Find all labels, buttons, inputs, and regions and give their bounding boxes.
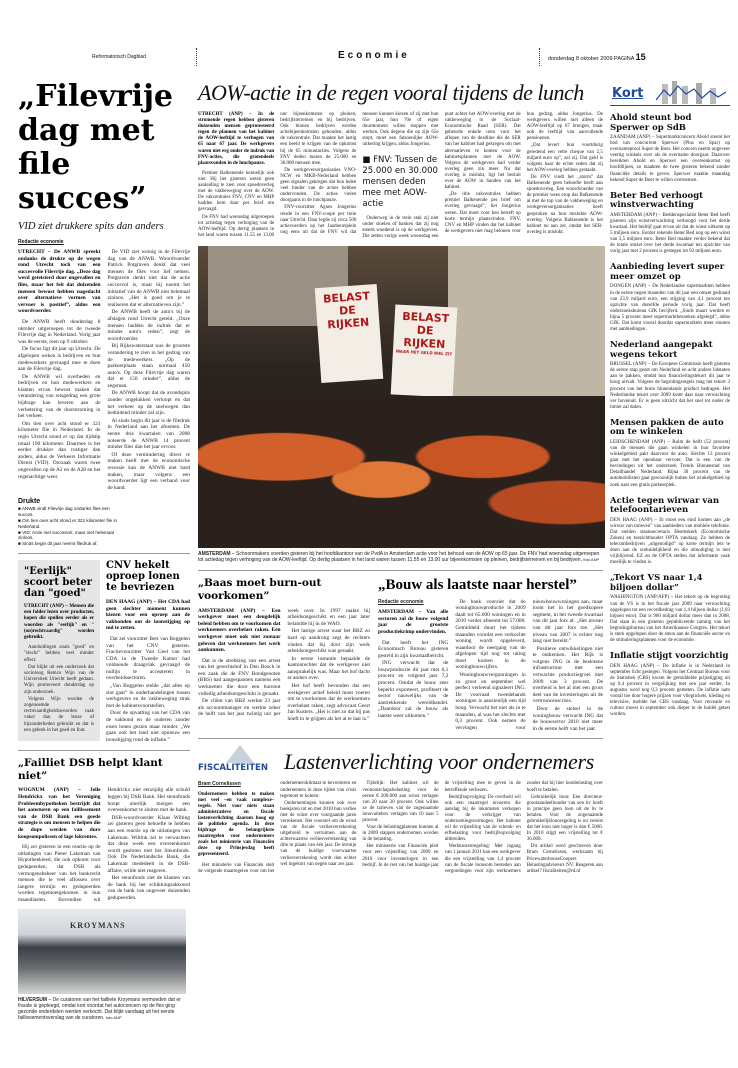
article-paragraph: Tijdelijk: Het kabinet wil de vennootschapsbelasting voor de eerste € 200.000 aan winst verlagen van 20 naar 20 procent. Ook willen ze de tarieven van de zogenaamde innovatiebox verlagen van 10 naar 5 procent. <box>362 781 439 823</box>
kort-title: Kort <box>612 86 644 101</box>
kort-item-body: ZAANDAM (ANP) – Supermarktconcern Ahold steunt het bod van concurrent Sperwer (Plus en Spar) op overnameprooi Super de Boer. Het concern neemt ongeveer veertig winkels over als de overname doorgaat. Daarover bereikten Ahold en Sperwer een overeenkomst op hoofdlijnen, zo maakten de twee gisteren bekend zonder financiële details te geven. Sperwer maakte maandag bekend Super de Boer te willen overnemen. <box>610 135 730 183</box>
article-lead: UTRECHT (ANP) – In de stromende regen hebben gisteren duizenden mensen geprotesteerd tegen de plannen van het kabinet de AOW-leeftijd te verhogen van 65 naar 67 jaar. De werkgevers waren niet erg onder de indruk van FNV-acties, die grotendeels plaatsvonden in de lunchpauze. <box>198 112 275 166</box>
article-lead: AMSTERDAM – Van alle sectoren zal de bouw volgend jaar de grootste productiekrimp ondervinden. <box>378 609 449 635</box>
article-paragraph: De bank voorziet dat de woningbouwproductie in 2009 daalt tot 65.000 woningen en in 2010 verder afneemt tot 57.000. Gemiddeld duurt het tijdens maanden voordat een verkochte woning wordt opgeleverd, waardoor de neergang van de afgelopen tijd nog tot uiting moet komen in de woningbouwcijfers. <box>455 598 526 671</box>
article-body <box>378 599 603 733</box>
drukte-list <box>18 506 118 547</box>
article-paragraph: Dat blijkt uit een onderzoek dat socioloog Remco Wijn van de Universiteit Utrecht heeft gedaan. Wijn promoveert donderdag op zijn onderzoek. <box>24 664 94 695</box>
window-frame <box>448 246 605 406</box>
article-paragraph: De focus ligt dit jaar op Utrecht. De afgelopen weken is bedrijven en hun medewerkers gevraagd mee te doen aan de Filevrije dag. <box>18 346 101 373</box>
article-paragraph: De VID ziet weinig in de Filevrije dag van de ANWB. Woordvoerder Patrick Potgraven denkt dat veel mensen de files voor lief nemen. Potgraven denkt niet dat de actie succesvol is, maar hij noemt het initiatief van de ANWB niet helemaal zinloos. „Het is goed om je te realiseren dat er alternatieven zijn.” <box>107 249 190 308</box>
kort-item-headline: Aanbieding levert super meer omzet op <box>610 262 725 282</box>
article-paragraph: Ondernemingen kunnen ook over boekjaren tot en met 2010 hun verlies met de winst over voorgaande jaren verrekenen. Het voorstel om de winst van de fiscale verliesverrekening uitgebreid te verruimen aan de achterwaartse verliesverrekening van drie in plaats van één jaar. De termijn van de huidige voorwaartse verliesverrekening wordt dan echter wel ingekort van negen naar zes jaar. <box>280 800 357 867</box>
list-item: ■ VID: Actie niet succesvol, maar niet helemaal zinloos. <box>18 529 114 541</box>
baas-body <box>198 608 370 723</box>
article-paragraph: „De drie vakcentrales hebben premier Balkenende per brief om overleg gevraagd”, liet Jongerius weten. Dat moet voor hen betreft op korte termijn plaatsvinden. FNV, CNV en MHP vinden dat het kabinet de werkgevers niet mag belonen voor hun gedrag, aldus Jongerius. De werkgevers willen niet alleen de AOW-leeftijd op 67 brengen, maar ook de leeftijd van aanvullende pensioenen. <box>444 112 603 234</box>
fisc-header <box>198 745 603 775</box>
article-paragraph: Werkkostenregeling: Met ingang van 1 januari 2011 kan een werkgever die een vrijstelling van 1,4 procent van de fiscale loonsom besteden aan vergoedingen voor zijn werknemers zonder dat hij hier loonbelasting over hoeft te betalen. <box>444 781 603 874</box>
baas-bouw-row <box>198 577 603 733</box>
kort-item-body: WASHINGTON (ANP/AFP) – Het tekort op de begroting van de VS is in het fiscale jaar 2009 naar verwachting opgelopen tot een recordbedrag van 1,4 biljoen dollar (1,03 biljoen euro). Dat is 960 miljard dollar meer dan in 2008. Dat staat in een gisteren gepubliceerde raming van het begrotingsbureau van het Amerikaanse Congres. Het tekort is sterk opgelopen door de steun aan de financiële sector en de stimuleringsplannen voor de economie. <box>610 595 730 644</box>
kort-item-body: AMSTERDAM (ANP) – Beddenspecialist Beter Bed heeft gisteren zijn winstverwachting verhoogd voor het derde kwartaal. Het bedrijf gaat ervan uit dat de winst uitkomt op 5 miljoen euro. Eerder rekende Beter Bed nog op een winst van 3,5 miljoen euro. Beter Bed maakte verder bekend dat de totale omzet over het derde kwartaal ten opzichte van vorig jaar met 2 procent is gestegen tot 92 miljoen euro. <box>610 212 730 255</box>
kort-item <box>610 419 730 489</box>
dsb-body <box>18 787 190 903</box>
logo-shape <box>226 745 254 763</box>
article-paragraph: De werkgeversorganisaties VNO-NCW en MKB-Nederland hebben geen signalen gekregen dat hun leden veel hinder van de acties hebben ondervonden. De acties vielen doorgaans in de lunchpauze. <box>280 167 357 204</box>
article-paragraph: Door de opvatting van het CDA van de vakbond en de ouderen zonder eisen lonen gezien maar minder. „We gaan ook het land niet opnieuw een loonstijging rond de inflatie.” <box>106 710 190 743</box>
aow-body <box>198 112 603 240</box>
kort-item-headline: Ahold steunt bod Sperwer op SdB <box>610 113 692 133</box>
caption-place: AMSTERDAM <box>198 550 231 557</box>
article-paragraph: Het ministerie van Financiën pleit voor een vrijstelling van 2009 en 2010 voor investeringen in een bedrijf. In de rest van het huidige jaar de vrijstelling mee te geven in de betreffende verliezen. <box>362 781 521 868</box>
divider <box>198 570 603 571</box>
kort-item-body: DEN HAAG (ANP) – Er moet een eind komen aan „de wirwar van tarieven” van aanbieders van mobiele telefonie. Dat stelden staatssecretaris Heemskerk (Economische Zaken) en toezichthouder OPTA vandaag. Zo hebben de telecombedrijven „uitgenodigd” op korte termijn iets te doen aan de onduidelijkheid en die uitnodiging is niet vrijblijvend. EZ en de OPTA stellen dat informatie vaak moeilijk te vinden is. <box>610 517 730 566</box>
cnv-headline: CNV hekelt oproep lonen te bevriezen <box>106 559 180 593</box>
kroymans-photo <box>18 909 186 994</box>
article-paragraph: In eerste instantie bepaalde de kantonrechter dat de werkgever niet aansprakelijk was. Maar het hof dacht er anders over. <box>287 655 370 682</box>
byline: Redactie economie <box>378 598 424 605</box>
divider <box>18 553 190 554</box>
fiscaliteiten-label: FISCALITEITEN <box>198 763 268 774</box>
divider <box>198 738 603 739</box>
filevrij-subtitle: VID ziet drukkere spits dan anders <box>18 221 164 232</box>
bouw-article <box>378 577 603 733</box>
kort-item-headline: Inflatie stijgt voorzichtig <box>610 651 729 662</box>
article-lead: UTRECHT (ANP) – Mensen die een folder lezen over producten, kopen die spullen eerder als er woorden als "eerlijk" en "(on)rechtvaardig" worden gebruikt. <box>24 603 94 640</box>
article-paragraph: Om tien over acht stond er 321 kilometer file in Nederland. In de regio Utrecht stond er op dat tijdstip totaal 190 kilometer. Daarmee is het eerder drukker dan rustiger dan anders, aldus de Verkeers Informatie Dienst (VID). Oorzaak waren twee ongevallen op de A2 en de A28 en het regenachtige weer. <box>18 420 101 480</box>
article-paragraph: Het ministerie van Financiën stelt de volgende maatregelen voor om het ondernemersklimaat te bevorderen en ondernemers in deze tijden van crisis tegemoet te komen: <box>198 781 357 874</box>
article-paragraph: De ANWB hoopt dat de avondspits zonder ongelukken verloopt en dat het verkeer op de snelwegen dan beduidend minder zal zijn. <box>107 390 190 417</box>
caption-text: – Schoonmakers voerden gisteren bij het hoofdkantoor van de PvdA in Amsterdam actie voor het behoud van de AOW op 65 jaar. De FNV had woensdag uitgeroepen tot actiedag tegen verhoging van de AOW-leeftijd. Op dertig plaatsen in het land waren tussen 11.55 en 13.00 uur bijeenkomsten op pleinen, bedrijfsterreinen en bij bedrijven. <box>198 550 600 564</box>
article-paragraph: De FNV had woensdag uitgeroepen tot actiedag tegen verhoging van de AOW-leeftijd. Op dertig plaatsen in het land waren tussen 11.55 en 13.00 uur bijeenkomsten op pleinen, bedrijfsterreinen en bij bedrijven. Ook binnen bedrijven werden actiebijeenkomsten gehouden, aldus de vakcentrale. Dat maakte het lastig een beeld te krijgen van de opkomst bij de 65 minuutacties. Volgens de FNV deden tussen de 25.000 en 30.000 mensen mee. <box>198 112 357 238</box>
article-paragraph: Het lastige arrest waar het BBZ zo hard op aandrong zegt de rechters vinden dat hij door zijn werk arbeidsongeschikt was geraakt. <box>287 628 370 655</box>
item-text: VID: Actie niet succesvol, maar niet helemaal zinloos. <box>18 529 114 541</box>
dsb-headline: „Failliet DSB helpt klant niet” <box>18 757 163 783</box>
short-articles-row <box>18 560 190 744</box>
eerlijk-headline: "Eerlijk" scoort beter dan "goed" <box>24 565 93 599</box>
pullquote: ■ FNV: Tussen de 25.000 en 30.000 mensen deden mee met AOW-actie <box>362 154 438 209</box>
paper-name: Reformatorisch Dagblad <box>92 54 146 60</box>
article-paragraph: De ANWB heeft donderdag 8 oktober uitgeroepen tot de tweede Filevrije dag in Nederland. Vorig jaar was de eerste, toen op 9 oktober. <box>18 318 101 345</box>
kort-item <box>610 497 730 567</box>
caption-place: HILVERSUM <box>18 996 48 1003</box>
article-paragraph: Aanduidingen zoals "goed" en "slecht" hebben veel minder effect. <box>24 645 94 663</box>
banner-text: BELAST DE RIJKEN <box>402 309 450 352</box>
article-paragraph: Positieve ontwikkelingen niet te ontkennen. Het Rijk is volgens ING in de beslotene infrastructuur met een verwachte productiegroei met 2009 van 3 procent. De overheid is het al met een groot deel van de investeringen uit de vertrouwenscrisis. <box>532 645 603 705</box>
article-paragraph: Premier Balkenende kennelijk ook niet. Hij liet gisteren weten geen aanleiding te zien voor spoedoverleg met de vakbeweging over de AOW. De vakcentrales FNV, CNV en MHP hadden hem daar per brief om gevraagd. <box>198 170 275 213</box>
article-paragraph: De ANWB wil overheden en bedrijven en hun medewerkers en klanten ervan bewust maken dat verandering van reisgedrag een grote bijdrage kan leveren aan de verbetering van de doorstroming in het verkeer. <box>18 373 101 420</box>
item-text: ANWB vindt Filevrije dag ondanks files een succes. <box>18 506 110 518</box>
kort-item-headline: Nederland aangepakt wegens tekort <box>610 340 713 360</box>
filevrij-headline: „Filevrije dag met file succes” <box>18 79 174 216</box>
kort-item-headline: Beter Bed verhoogt winstverwachting <box>610 190 704 211</box>
article-paragraph: De FNV vindt het „storm” dat Balkenende geen behoefte heeft aan spoedoverleg. Een woordvoerder van de premier wees erop dat Balkenende al met de top van de vakbeweging en werkgeversorganisaties heeft gesproken na hun mislukte AOW-overleg. Volgens Balkenende is het kabinet nu aan zet, omdat het SER-overleg is mislukt. <box>526 174 603 235</box>
article-paragraph: Bedrijfsopvolging: De overheid wil ook een maatregel invoeren die aanslag bij de inkomsten verkopen voor de verkrijger van ondernemingsvermogen. Het kabinet wil de vrijstelling van de schenk- en erfbelasting voor bedrijfsopvolging uitbreiden. <box>444 794 521 843</box>
article-paragraph: Hij zei gisteren in een reactie op de uitlatingen van Pieter Lakeman van Hypotheekleed, die ook opkomt voor gedupeerden, dat DSB als vermogensbeheer van het bankrecht mensen die te veel aflossen over langere termijn en gedupeerden worden tegemoetgekomen in hun maandlasten. Bovendien wil Hendrickx niet eenzijdig alle schuld leggen bij DSB Bank. Het steunfonds hoopt uiterlijk morgen een overeenkomst te sluiten met de bank. <box>18 787 190 903</box>
header-divider <box>196 48 197 66</box>
divider <box>18 750 190 751</box>
kort-item <box>610 652 730 718</box>
protest-banner <box>391 304 458 397</box>
article-lead: DEN HAAG (ANP) – Het CDA had geen slechter moment kunnen kiezen voor een oproep aan de vakbonden om de loonstijging op nul te zetten. <box>106 598 190 632</box>
date-text: donderdag 8 oktober 2009 PAGINA <box>548 56 635 62</box>
kort-items <box>610 114 730 719</box>
eerlijk-box <box>18 560 100 741</box>
article-body <box>24 604 94 734</box>
article-paragraph: Dat zei voorzitter Bert van Boggelen van het CNV gisteren. Fractievoorzitter Van Geel van het CDA in de Tweede Kamer had voldoende draagvlak gevraagd de nullijn te accepteren in overheidssectoren. <box>106 635 190 682</box>
kort-item <box>610 574 730 644</box>
article-body <box>106 599 190 743</box>
drukte-box <box>18 497 118 547</box>
filevrij-article <box>18 239 190 491</box>
banner-text: BELAST DE RIJKEN <box>322 289 371 332</box>
kort-item-body: DEN HAAG (ANP) – De inflatie is in Nederland in september licht gestegen. Volgens het Centraal Bureau voor de Statistiek (CBS) kwam de gemiddelde prijsstijging uit op 0,4 procent in vergelijking met een jaar eerder. In augustus werd nog 0,3 procent gemeten. De inflatie nam vooral toe door hogere prijzen voor vliegtickets, kleding en televisies, meldde het CBS vandaag. Voor recreatie en cultuur moest in september ook dieper in de buidel getast worden. <box>610 663 730 718</box>
left-column <box>18 80 190 1022</box>
kort-item <box>610 114 730 184</box>
article-paragraph: Al sinds begin dit jaar is de filedruk in Nederland aan het afnemen. De eerste drie kwartalen van 2008 noteerde de ANWB 14 procent minder files dan het jaar ervoor. <box>107 417 190 451</box>
article-paragraph: Dat is de strekking van een arrest van het gerechtshof in Den Bosch in een zaak die de FNV Bondgenoten (BBS) had aangespannen namens een werknemer die door een burnout volledig arbeidsongeschikt is geraakt. <box>198 657 281 697</box>
photo-credit: foto ANP <box>583 557 600 563</box>
cnv-article <box>106 560 190 744</box>
article-paragraph: De cliënt van BBZ werkte 23 jaar als accountmanager en werkte zeker de helft van het jaar twintig uur per week over. In 1997 raakte hij arbeidsongeschikt en een jaar later belandde hij in de WAO. <box>198 607 370 718</box>
kort-column <box>610 80 730 719</box>
pullquote-text: FNV: Tussen de 25.000 en 30.000 mensen deden mee met AOW-actie <box>362 154 438 209</box>
fisc-headline: Lastenverlichting voor ondernemers <box>284 749 594 775</box>
article-paragraph: Voor de belastingplannen kunnen al in 2009 stappen ondernomen worden in de belasting. <box>362 825 439 843</box>
page-number: 15 <box>635 52 646 62</box>
baas-headline: „Baas moet burn-out voorkomen” <box>198 576 322 602</box>
byline: Bram Cornelissen <box>198 781 241 788</box>
article-paragraph: ING verwacht dat de bouwproductie dit jaar met 6,1 procent en volgend jaar 7,2 procent. Omdat de bouw zeer beperkt exporteert, profiteert de sector nauwelijks van de aantrekkende wereldhandel. „Daardoor zal de bouw als laatste weer uitkomen.” <box>378 660 449 720</box>
item-text: Sinds begin dit jaar neemt filedruk af. <box>22 541 98 547</box>
article-paragraph: „Van Boggelen stelde „dat alles op slot gaat” in onderhandelingen tussen werkgevers en de vakbeweging strak met de kabinetsvoorstellen. <box>106 683 190 709</box>
kort-item-body: BRUSSEL (ANP) – De Europese Commissie heeft gisteren de eerste stap gezet om Nederland en acht andere lidstaten aan te pakken, omdat hun financieringstekort dit jaar te hoog uitvalt. Volgens de begrotingsregels mag het tekort 3 procent van het bruto binnenlands product bedragen. Het Nederlandse tekort over 2009 komt daar naar verwachting ver bovenuit. Er is geen uitzicht dat het snel tot onder de limiet zal dalen. <box>610 362 730 410</box>
article-paragraph: Het hof heeft bevonden dat een werkgever actief beleid moet voeren om te voorkomen dat de werknemers overbelast raken, zegt advocaat Geert Jan Kusters. „Het is niet zo dat hij pas hoeft in te grijpen als het al te laat is.” <box>287 683 370 723</box>
article-paragraph: Het steunfonds ziet de klanten van de bank bij het schikkingsakkoord van de bank van ongeveer duizenden gedupeerden. <box>107 875 190 901</box>
article-paragraph: De ANWB heeft de auto's bij de afslagen rond Utrecht geteld. „Onze mensen hadden de indruk dat er minder auto's reden”, zegt de woordvoerder. <box>107 309 190 342</box>
page-date <box>548 52 646 62</box>
list-item: ■ Om tien over acht stond er 321 kilometer file in Nederland. <box>18 517 118 529</box>
baas-article <box>198 577 370 723</box>
section-title: Economie <box>338 50 410 61</box>
kort-item-headline: „Tekort VS naar 1,4 biljoen dollar” <box>610 573 703 593</box>
kort-item <box>610 263 730 333</box>
article-paragraph: „Dat levert hun voortdurig geredend een vette cheque van 2,5 miljard euro op”, zei zij. Dat geld is volgens haar de echte reden dat zij het AOW-overleg hebben gestaakt. <box>526 143 603 173</box>
page-layout <box>18 80 730 1022</box>
list-item: ■ ANWB vindt Filevrije dag ondanks files een succes. <box>18 506 110 518</box>
byline: Redactie economie <box>18 239 64 245</box>
kroymans-caption <box>18 997 190 1022</box>
article-paragraph: Gebruikelijk loon: Een directeur-grootaandeelhouder van een bv hoeft in principe geen loon uit de bv te betalen. Voor de zogenaamde gebruikelijkloonregeling is nu vereist dat het loon niet hoger is dan € 5000. In 2010 stijgt een vrijstelling tot € 36.000. <box>526 794 603 843</box>
article-paragraph: Onderweg in de trein stak zij niet onder stoelen of banken dat zij nog steeds woedend is op de werkgevers. Die zetten vorige week woensdag een punt achter het AOW-overleg met de vakbeweging in de Sociaal-Economische Raad (SER). Dat gebeurde enkele uren voor het aflopen van de deadline die de SER van het kabinet had gekregen om met alternatieven te komen voor de kabinetsplannen met de AOW. Volgens de werkgevers had verder overleg geen zin meer. Nu dat overleg is mislukt, ligt het besluit over de AOW in handen van het kabinet. <box>362 112 521 239</box>
article-paragraph: Woningbouwvergunningen in zo groot en september wel perfect verleend signaleert ING. De voorraad tweedehands woningen is aanzienlijk een tijd hoog. Verwacht het niet als in te maanden, al was het slechts met 0,3 procent. Ook nemen de vervingen voor nieuwbouwwoningen aan, maar loont het in het goedkopere segment, in het tweede kwartaal van dit jaar fors af. „Het niveau van dit jaar fors toe. „Het niveau van 2007 is echter nog lang niet bereikt.” <box>455 598 603 731</box>
kort-item <box>610 341 730 411</box>
kort-chart-icon <box>656 80 726 104</box>
bouw-headline: „Bouw als laatste naar herstel” <box>378 576 577 593</box>
middle-column <box>198 80 603 875</box>
protesters <box>198 396 605 548</box>
article-body <box>18 249 190 491</box>
aow-photo <box>198 246 605 548</box>
kort-item-headline: Actie tegen wirwar van telefoontarieven <box>610 495 720 516</box>
article-paragraph: FNV-voorzitter Agnes Jongerius reisde in een FNV-coupé per trein naar Utrecht. Daar legde zij circa 500 actievoerders op het Jaarbeursplein nog eens uit dat de FNV wil dat mensen kunnen kiezen of zij met hun 65e jaar, hun 70e of eigen duurmoment willen stoppen met werken. Ook degene die op zijn 65e stopt, moet een fatsoenlijke AOW-uitkering krijgen, aldus Jongerius. <box>280 112 439 235</box>
item-text: Om tien over acht stond er 321 kilometer file in Nederland. <box>18 517 118 529</box>
kort-item-body: DONGEN (ANP) – De Nederlandse supermarkten hebben in de eerste negen maanden van dit jaar een omzet gedraaid van 23,9 miljard euro, een stijging van 4,1 procent ten opzichte van dezelfde periode vorig jaar. Dat heeft onderzoeksbureau GfK becijferd. „Sinds maart worden er bijna 5 procent meer supermarktbezoeken afgelegd”, aldus GfK. Dat komt vooral doordat supermarkten meer stunten met aanbiedingen. <box>610 284 730 333</box>
kort-item-body: LEIDSCHENDAM (ANP) – Ruim de helft (52 procent) van de mensen die gaan winkelen in hun favoriete winkelgebied pakt daarvoor de auto. Slechts 13 procent gaat met het openbaar vervoer. Dat is een van de bevindingen uit het onderzoek Trends Binnenstad van Detailhandel Nederland. Bijna 30 procent van de automobilisten gaat gewoonlijk buiten het winkelgebied op zoek naar een gratis parkeerplek. <box>610 439 730 488</box>
header-divider <box>539 48 540 66</box>
fisc-body <box>198 781 603 874</box>
kort-item <box>610 192 730 256</box>
article-paragraph: Of deze vermindering direct te maken heeft met de economische recessie kan de ANWB niet hard maken, maar volgens een woordvoerder ligt een verband voor de hand. <box>107 451 190 491</box>
article-lead: WOGNUM (ANP) – Jelle Hendrickx van het Vereniging Probleemhypotheken bestrijdt dat het aansturen op een faillissement van de DSB Bank een goede strategie is om mensen te helpen die de dupe werden van dure koopsompolissen of lage lokrentes. <box>18 787 101 840</box>
list-item: ■ Sinds begin dit jaar neemt filedruk af. <box>18 541 98 547</box>
article-lead: UTRECHT – De ANWB spreekt ondanks de drukte op de wegen rond Utrecht toch van een succesvolle Filevrije dag. „Deze dag werd geteisterd door ongevallen en files, maar het feit dat duizenden mensen bewust hebben nagedacht over alternatieve vormen van vervoer is positief”, aldus een woordvoerder. <box>18 249 101 315</box>
building-sign: KROYMANS <box>70 920 126 930</box>
article-paragraph: Dit artikel werd geschreven door Bram Cornelissen, werkzaam bij PricewaterhouseCoopers Belastingadviseurs NV. Reageren aan artikel? fiscaliteiten@rd.nl <box>526 844 603 874</box>
article-lead: Ondernemers hebben te maken met veel –en vaak complexe– regels. Niet voor niets staan administratieve en fiscale lastenverlichting daarom hoog op de politieke agenda. In deze bijdrage de belangrijkste maatregelen voor ondernemers zoals het ministerie van Financiën deze op Prinsjesdag heeft gepresenteerd. <box>198 791 275 858</box>
article-paragraph: Door de stelsel in de woningbouw verwacht ING dat de bouwsector 2010 niet meer in de eerste helft van het jaar. <box>532 706 603 732</box>
banner-subtext: WAAR HET GELD WEL ZIT <box>395 348 453 357</box>
caption-text: – De curatoren van het failliete Kroymans vermoeden dat er fraude is gepleegd, omdat kort voordat het autoconcern op de fles ging gezonde onderdelen werden verkocht. Dat blijkt vandaag uit het eerste faillissementsverslag van de curatoren. <box>18 996 181 1022</box>
article-paragraph: Dat heeft het ING Economisch Bureau gisteren gesteld in zijn kwartaalbericht. <box>378 639 449 659</box>
aow-caption <box>198 551 603 564</box>
fiscaliteiten-logo <box>198 745 278 775</box>
aow-headline: AOW-actie in de regen vooral tijdens de lunch <box>198 80 584 105</box>
protest-banner <box>315 284 383 383</box>
drukte-title: Drukte <box>18 498 41 506</box>
article-paragraph: Volgens Wijn worden de zogenoemde rechtvaardigheidswoorden vaak vaker dan de leuze of bijzonderheden gebruikt en dat is een gebrek in het goed en fout. <box>24 696 94 733</box>
kort-header <box>610 80 730 106</box>
article-paragraph: DSB-woordvoerder Klaas Wilting zei gisteren geen behoefte te hebben aan een reactie op de uitlatingen van Lakeman. Wiltink zei te verwachten dat deze week een overeenkomst wordt gesloten met het Steunfonds. Ook De Nederlandsche Bank, die Lakeman mededeelt in de DSB-affaire, wilde niet reageren. <box>107 814 190 874</box>
kort-item-headline: Mensen pakken de auto om te winkelen <box>610 417 724 438</box>
article-lead: AMSTERDAM (ANP) – Een werkgever moet een deugdelijk beleid hebben om te voorkomen dat werknemers overbelast raken. Een werkgever moet ook niet zomaar geloven dat werknemers het werk aankunnen. <box>198 607 281 654</box>
photo-credit: foto ANP <box>105 1015 122 1021</box>
article-paragraph: Bij Rijkswaterstaat was de grootste verandering te zien in het gedrag van de medewerkers. „Op de parkeerplaats staan normaal 450 auto's. Op deze Filevrije dag waren dat er 150 minder”, aldus de zegsman. <box>107 343 190 389</box>
